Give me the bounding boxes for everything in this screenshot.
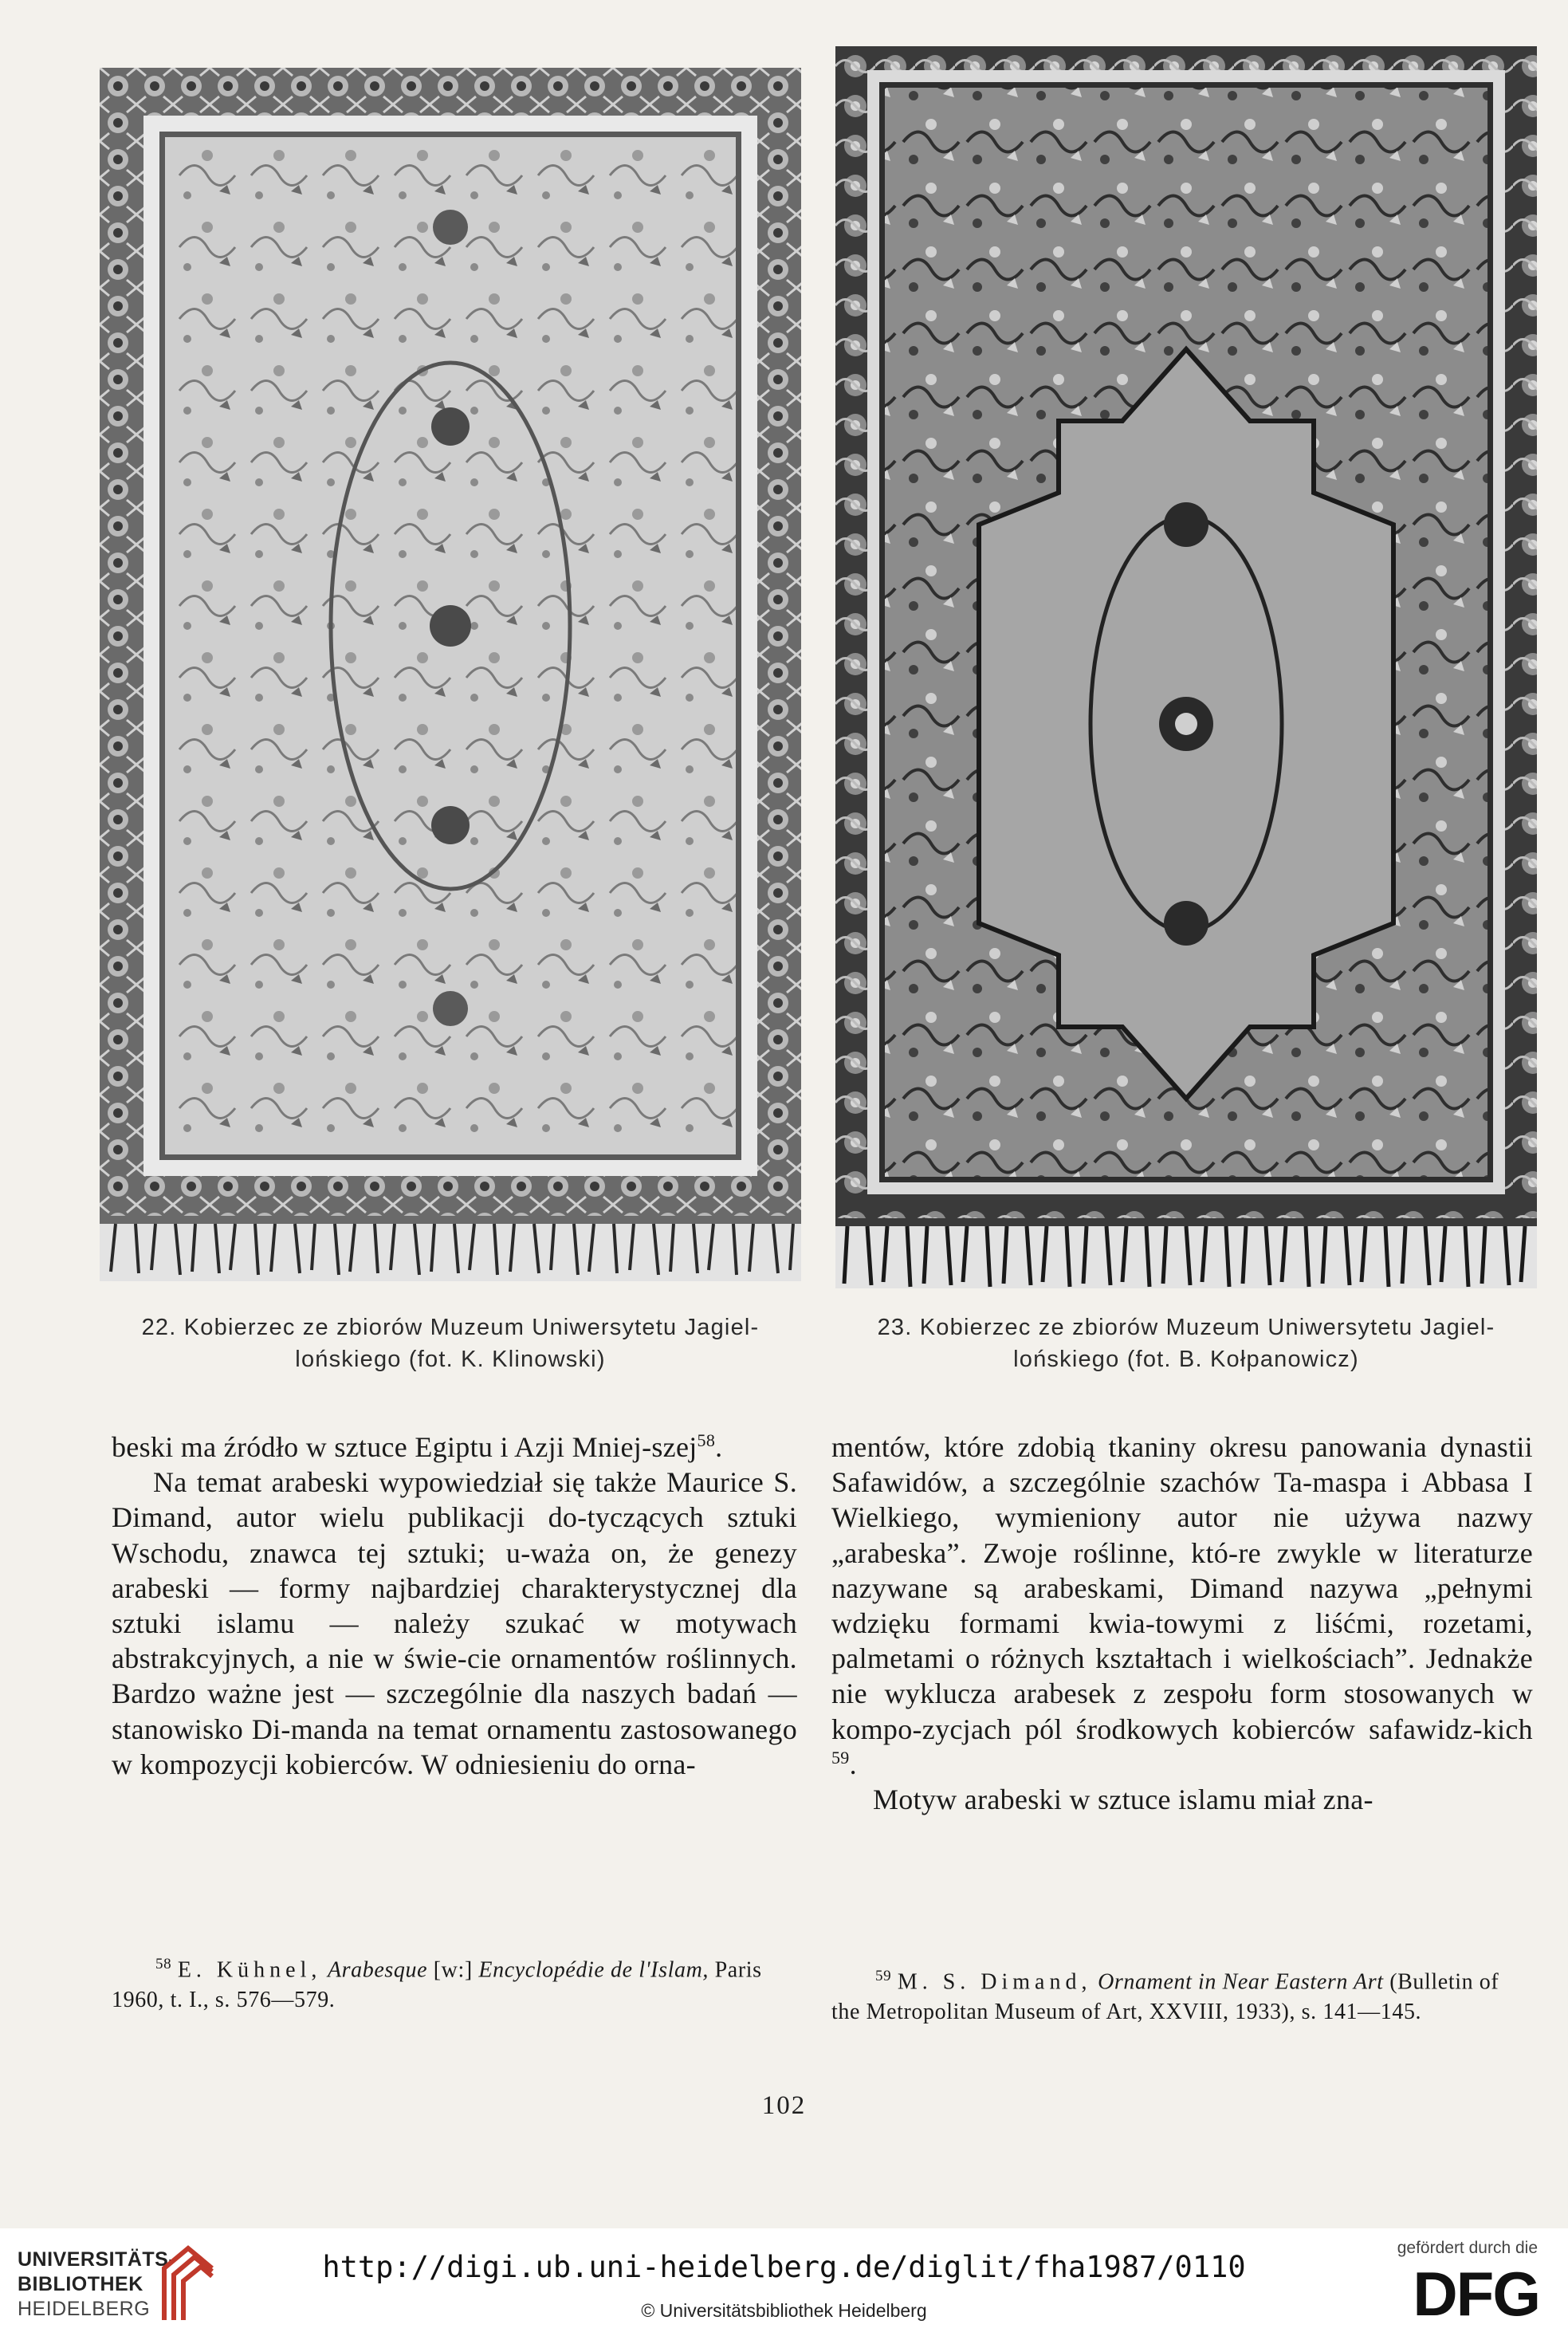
carpet-photo-23	[835, 46, 1537, 1288]
footnote-mid: [w:]	[433, 1957, 473, 1983]
figure-23-caption-line1: 23. Kobierzec ze zbiorów Muzeum Uniwersytetu Jagiel-	[877, 1315, 1495, 1340]
permalink-url[interactable]: http://digi.ub.uni-heidelberg.de/diglit/fha1987/0110	[322, 2250, 1246, 2284]
figure-23-caption-line2: lońskiego (fot. B. Kołpanowicz)	[1013, 1347, 1359, 1372]
footnote-number: 59	[875, 1968, 892, 1984]
footnote-58	[112, 1949, 797, 2016]
body-paragraph: Motyw arabeski w sztuce islamu miał zna-	[873, 1784, 1373, 1816]
body-paragraph	[112, 1430, 797, 1465]
footnote-59	[831, 1961, 1533, 2027]
body-paragraph	[831, 1430, 1533, 1782]
page-number: 102	[761, 2091, 807, 2120]
digitization-footer	[0, 2228, 1568, 2340]
figure-22-caption-line2: lońskiego (fot. K. Klinowski)	[295, 1347, 606, 1372]
body-text-right-column	[831, 1430, 1533, 1817]
footnote-rest: Paris 1960, t. I., s. 576—579.	[112, 1957, 762, 2013]
paragraph-text: beski ma źródło w sztuce Egiptu i Azji Mniej-szej	[112, 1431, 698, 1463]
paragraph-tail: .	[715, 1431, 723, 1463]
footnote-title: Arabesque	[327, 1957, 428, 1983]
library-name-line1: UNIVERSITÄTS-	[18, 2248, 176, 2271]
library-name-line2: BIBLIOTHEK	[18, 2273, 143, 2295]
copyright-notice: © Universitätsbibliothek Heidelberg	[641, 2300, 927, 2321]
library-name-line3: HEIDELBERG	[18, 2298, 151, 2320]
figure-23-caption	[835, 1312, 1537, 1375]
body-paragraph: Na temat arabeski wypowiedział się także Maurice S. Dimand, autor wielu publikacji do-tyczących sztuki Wschodu, znawca tej sztuki; u-waża on, że genezy arabeski — formy najbardziej charakterystycznej dla sztuki islamu — należy szukać w motywach abstrakcyjnych, a nie w świe-cie ornamentów roślinnych. Bardzo ważne jest — szczególnie dla naszych badań — stanowisko Di-manda na temat ornamentu zastosowanego w kompozycji kobierców. W odniesieniu do orna-	[112, 1466, 797, 1780]
carpet-photo-22	[100, 68, 801, 1281]
carpet-22-illustration	[100, 68, 801, 1281]
carpet-23-illustration	[835, 46, 1537, 1288]
footnote-number: 58	[155, 1956, 172, 1972]
paragraph-tail: .	[849, 1748, 857, 1780]
figure-22-caption-line1: 22. Kobierzec ze zbiorów Muzeum Uniwersytetu Jagiel-	[141, 1315, 760, 1340]
dfg-logo: DFG	[1413, 2259, 1539, 2329]
footnote-rest: (Bulletin of the Metropolitan Museum of Art, XXVIII, 1933), s. 141—145.	[831, 1969, 1499, 2025]
footnote-title: Ornament in Near Eastern Art	[1098, 1969, 1384, 1995]
footnote-ref: 58	[697, 1430, 716, 1450]
paragraph-text: mentów, które zdobią tkaniny okresu panowania dynastii Safawidów, a szczególnie szachów Ta-maspa i Abbasa I Wielkiego, wymieniony autor nie używa nazwy „arabeska”. Zwoje roślinne, któ-re zwykle w literaturze nazywane są arabeskami, Dimand nazywa „pełnymi wdzięku formami kwia-towymi z liśćmi, rozetami, palmetami o różnych kształtach i wielkościach”. Jednakże nie wyklucza arabesek z zespołu form stosowanych w kompo-zycjach pól środkowych kobierców safawidz-kich	[831, 1431, 1533, 1745]
funding-label: gefördert durch die	[1397, 2239, 1538, 2257]
footnote-author: E. Kühnel,	[177, 1957, 322, 1983]
figure-22-caption	[100, 1312, 801, 1375]
footnote-source: Encyclopédie de l'Islam,	[478, 1957, 709, 1983]
footnote-ref: 59	[831, 1747, 850, 1768]
body-text-left-column	[112, 1430, 797, 1782]
footnote-author: M. S. Dimand,	[897, 1969, 1092, 1995]
